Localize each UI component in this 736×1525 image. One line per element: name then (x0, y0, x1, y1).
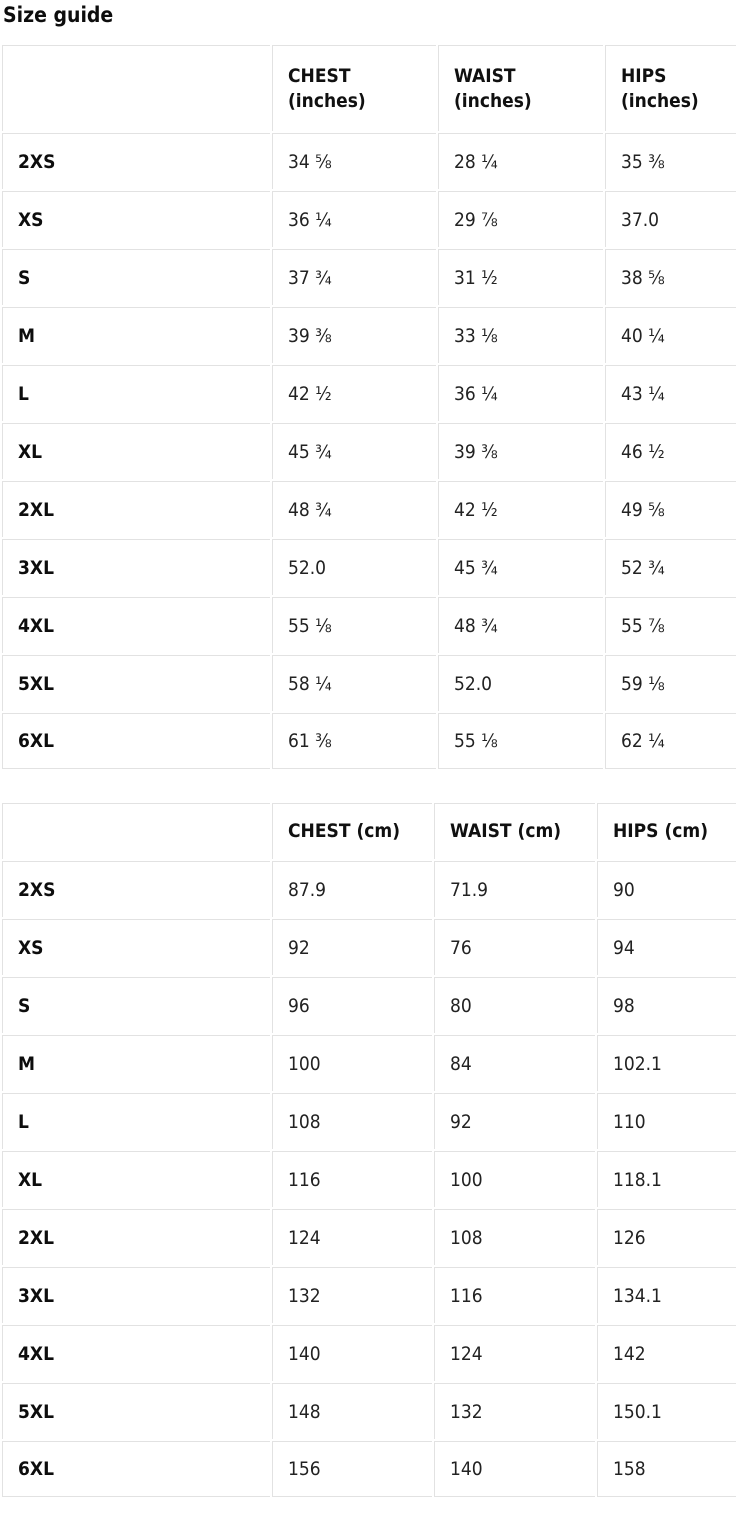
waist-value: 31 ½ (438, 249, 603, 305)
table-row (2, 481, 736, 537)
hips-value: 40 ¼ (605, 307, 736, 363)
size-label: M (2, 1035, 270, 1091)
hips-value: 126 (597, 1209, 736, 1265)
table-row (2, 1209, 736, 1265)
hips-value: 98 (597, 977, 736, 1033)
chest-value: 48 ¾ (272, 481, 436, 537)
hips-value: 94 (597, 919, 736, 975)
size-label: S (2, 249, 270, 305)
table-row (2, 133, 736, 189)
waist-value: 36 ¼ (438, 365, 603, 421)
hips-value: 55 ⅞ (605, 597, 736, 653)
corner-cell (2, 803, 270, 859)
chest-value: 92 (272, 919, 432, 975)
table-row (2, 1151, 736, 1207)
hips-value: 59 ⅛ (605, 655, 736, 711)
size-label: XS (2, 191, 270, 247)
hips-value: 38 ⅝ (605, 249, 736, 305)
table-row (2, 1267, 736, 1323)
table-row (2, 1383, 736, 1439)
size-label: 2XS (2, 133, 270, 189)
chest-value: 108 (272, 1093, 432, 1149)
table-row (2, 919, 736, 975)
chest-value: 116 (272, 1151, 432, 1207)
size-label: 6XL (2, 713, 270, 769)
table-row (2, 861, 736, 917)
column-header-hips-inches: HIPS (inches) (605, 45, 736, 131)
hips-value: 90 (597, 861, 736, 917)
size-label: 3XL (2, 539, 270, 595)
hips-value: 46 ½ (605, 423, 736, 479)
chest-value: 132 (272, 1267, 432, 1323)
table-row (2, 1441, 736, 1497)
hips-value: 134.1 (597, 1267, 736, 1323)
chest-value: 52.0 (272, 539, 436, 595)
hips-value: 62 ¼ (605, 713, 736, 769)
size-label: 4XL (2, 1325, 270, 1381)
corner-cell (2, 45, 270, 131)
column-header-chest-cm: CHEST (cm) (272, 803, 432, 859)
column-header-hips-cm: HIPS (cm) (597, 803, 736, 859)
column-header-chest-inches: CHEST (inches) (272, 45, 436, 131)
chest-value: 37 ¾ (272, 249, 436, 305)
size-label: 2XL (2, 1209, 270, 1265)
hips-value: 43 ¼ (605, 365, 736, 421)
table-row (2, 1035, 736, 1091)
chest-value: 42 ½ (272, 365, 436, 421)
size-label: 2XS (2, 861, 270, 917)
size-label: 4XL (2, 597, 270, 653)
table-row (2, 423, 736, 479)
waist-value: 45 ¾ (438, 539, 603, 595)
table-row (2, 365, 736, 421)
waist-value: 116 (434, 1267, 595, 1323)
chest-value: 61 ⅜ (272, 713, 436, 769)
hips-value: 49 ⅝ (605, 481, 736, 537)
size-label: 2XL (2, 481, 270, 537)
column-header-waist-cm: WAIST (cm) (434, 803, 595, 859)
table-row (2, 307, 736, 363)
table-row (2, 1093, 736, 1149)
chest-value: 36 ¼ (272, 191, 436, 247)
chest-value: 96 (272, 977, 432, 1033)
size-label: M (2, 307, 270, 363)
chest-value: 156 (272, 1441, 432, 1497)
hips-value: 158 (597, 1441, 736, 1497)
hips-value: 37.0 (605, 191, 736, 247)
chest-value: 34 ⅝ (272, 133, 436, 189)
table-row (2, 539, 736, 595)
table-row (2, 597, 736, 653)
size-label: 5XL (2, 655, 270, 711)
waist-value: 55 ⅛ (438, 713, 603, 769)
chest-value: 45 ¾ (272, 423, 436, 479)
waist-value: 92 (434, 1093, 595, 1149)
table-row (2, 977, 736, 1033)
size-label: 3XL (2, 1267, 270, 1323)
waist-value: 100 (434, 1151, 595, 1207)
waist-value: 124 (434, 1325, 595, 1381)
waist-value: 39 ⅜ (438, 423, 603, 479)
chest-value: 140 (272, 1325, 432, 1381)
waist-value: 140 (434, 1441, 595, 1497)
waist-value: 71.9 (434, 861, 595, 917)
hips-value: 142 (597, 1325, 736, 1381)
chest-value: 100 (272, 1035, 432, 1091)
chest-value: 58 ¼ (272, 655, 436, 711)
table-row (2, 249, 736, 305)
hips-value: 102.1 (597, 1035, 736, 1091)
hips-value: 118.1 (597, 1151, 736, 1207)
size-table-cm (0, 801, 736, 1499)
page-title: Size guide (3, 3, 114, 27)
hips-value: 150.1 (597, 1383, 736, 1439)
size-label: S (2, 977, 270, 1033)
table-row (2, 713, 736, 769)
waist-value: 108 (434, 1209, 595, 1265)
size-label: 5XL (2, 1383, 270, 1439)
size-label: XS (2, 919, 270, 975)
size-table-inches (0, 43, 736, 771)
waist-value: 48 ¾ (438, 597, 603, 653)
size-label: L (2, 365, 270, 421)
size-label: 6XL (2, 1441, 270, 1497)
table-row (2, 1325, 736, 1381)
waist-value: 28 ¼ (438, 133, 603, 189)
waist-value: 84 (434, 1035, 595, 1091)
waist-value: 42 ½ (438, 481, 603, 537)
chest-value: 87.9 (272, 861, 432, 917)
waist-value: 132 (434, 1383, 595, 1439)
chest-value: 55 ⅛ (272, 597, 436, 653)
chest-value: 39 ⅜ (272, 307, 436, 363)
column-header-waist-inches: WAIST (inches) (438, 45, 603, 131)
waist-value: 29 ⅞ (438, 191, 603, 247)
size-label: XL (2, 423, 270, 479)
size-label: L (2, 1093, 270, 1149)
waist-value: 76 (434, 919, 595, 975)
hips-value: 52 ¾ (605, 539, 736, 595)
table-row (2, 655, 736, 711)
waist-value: 33 ⅛ (438, 307, 603, 363)
waist-value: 80 (434, 977, 595, 1033)
hips-value: 35 ⅜ (605, 133, 736, 189)
header-row (2, 45, 736, 131)
hips-value: 110 (597, 1093, 736, 1149)
chest-value: 148 (272, 1383, 432, 1439)
size-label: XL (2, 1151, 270, 1207)
header-row (2, 803, 736, 859)
waist-value: 52.0 (438, 655, 603, 711)
chest-value: 124 (272, 1209, 432, 1265)
table-row (2, 191, 736, 247)
